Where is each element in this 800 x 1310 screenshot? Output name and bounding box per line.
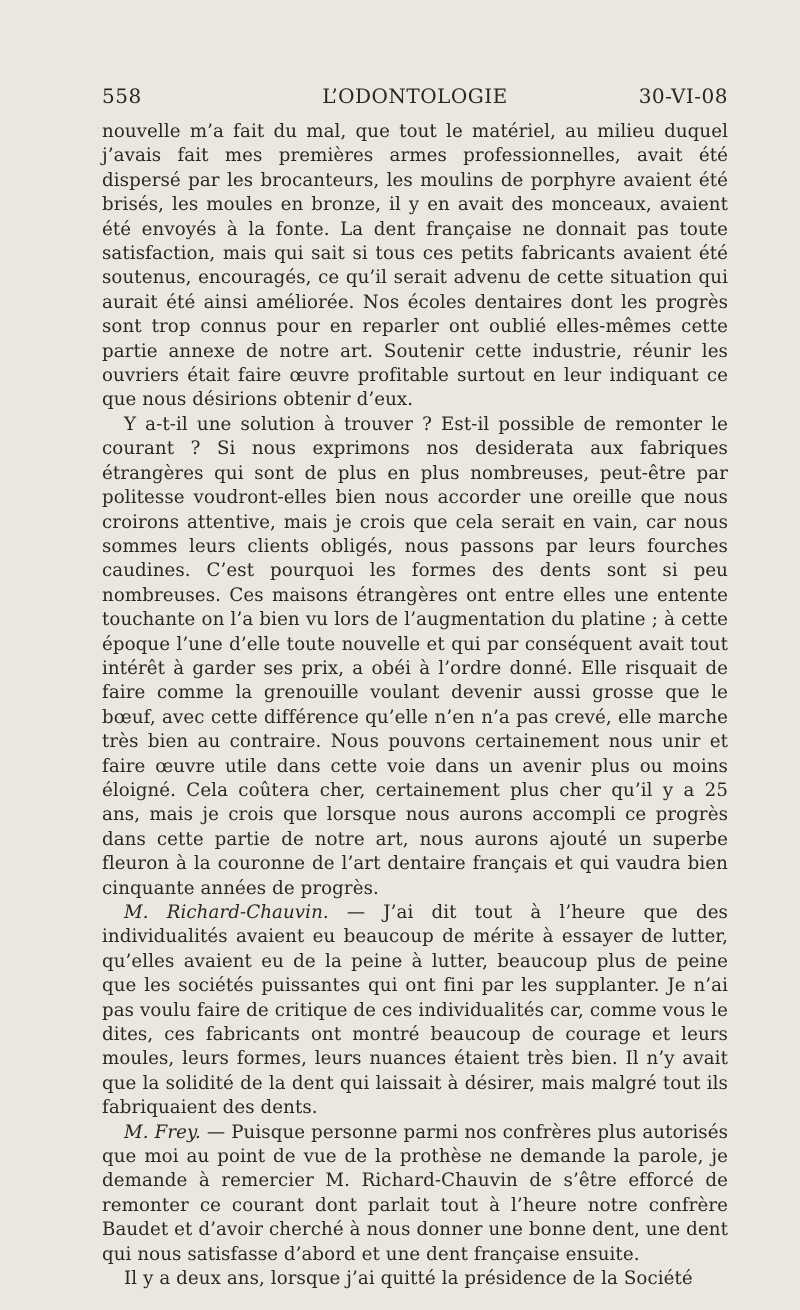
body-text xyxy=(102,120,728,1292)
running-title: L’ODONTOLOGIE xyxy=(322,84,508,108)
paragraph xyxy=(102,1267,728,1291)
running-header xyxy=(102,84,728,114)
paragraph-text: Y a-t-il une solution à trouver ? Est-il possible de remonter le courant ? Si nous exprimons nos desiderata aux fabriques étrangères qui sont de plus en plus nombreuses, peut-être par politesse voudront-elles bien nous accorder une oreille que nous croirons attentive, mais je crois que cela serait en vain, car nous sommes leurs clients obligés, nous passons par leurs fourches caudines. C’est pourquoi les formes des dents sont si peu nombreuses. Ces maisons étrangères ont entre elles une entente touchante on l’a bien vu lors de l’augmentation du platine ; à cette époque l’une d’elle toute nouvelle et qui par conséquent avait tout intérêt à garder ses prix, a obéi à l’ordre donné. Elle risquait de faire comme la grenouille voulant devenir aussi grosse que le bœuf, avec cette différence qu’elle n’en n’a pas crevé, elle marche très bien au contraire. Nous pouvons certainement nous unir et faire œuvre utile dans cette voie dans un avenir plus ou moins éloigné. Cela coûtera cher, certainement plus cher qu’il y a 25 ans, mais je crois que lorsque nous aurons accompli ce progrès dans cette partie de notre art, nous aurons ajouté un superbe fleuron à la couronne de l’art dentaire français et qui vaudra bien cinquante années de progrès. xyxy=(102,413,728,899)
paragraph-text: — J’ai dit tout à l’heure que des individualités avaient eu beaucoup de mérite à essayer de lutter, qu’elles avaient eu de la peine à lutter, beaucoup plus de peine que les sociétés puissantes qui ont fini par les supplanter. Je n’ai pas voulu faire de critique de ces individualités car, comme vous le dites, ces fabricants ont montré beaucoup de courage et leurs moules, leurs formes, leurs nuances étaient très bien. Il n’y avait que la solidité de la dent qui laissait à désirer, mais malgré tout ils fabriquaient des dents. xyxy=(102,902,728,1119)
paragraph xyxy=(102,413,728,901)
paragraph xyxy=(102,120,728,413)
paragraph-text: nouvelle m’a fait du mal, que tout le matériel, au milieu duquel j’avais fait mes premières armes professionnelles, avait été dispersé par les brocanteurs, les moulins de porphyre avaient été brisés, les moules en bronze, il y en avait des monceaux, avaient été envoyés à la fonte. La dent française ne donnait pas toute satisfaction, mais qui sait si tous ces petits fabricants avaient été soutenus, encouragés, ce qu’il serait advenu de cette situation qui aurait été ainsi améliorée. Nos écoles dentaires dont les progrès sont trop connus pour en reparler ont oublié elles-mêmes cette partie annexe de notre art. Soutenir cette industrie, réunir les ouvriers était faire œuvre profitable surtout en leur indiquant ce que nous désirions obtenir d’eux. xyxy=(102,121,728,411)
paragraph xyxy=(102,901,728,1121)
issue-date: 30-VI-08 xyxy=(638,84,728,108)
paragraph-text: — Puisque personne parmi nos confrères plus autorisés que moi au point de vue de la prothèse ne demande la parole, je demande à remercier M. Richard-Chauvin de s’être efforcé de remonter ce courant dont parlait tout à l’heure notre confrère Baudet et d’avoir cherché à nous donner une bonne dent, une dent qui nous satisfasse d’abord et une dent française ensuite. xyxy=(102,1121,729,1265)
speaker-name: M. Frey. xyxy=(124,1121,201,1143)
page-number: 558 xyxy=(102,84,142,108)
speaker-name: M. Richard-Chauvin. xyxy=(124,902,329,923)
paragraph-text: Il y a deux ans, lorsque j’ai quitté la présidence de la Société xyxy=(124,1268,693,1290)
paragraph xyxy=(102,1121,728,1267)
